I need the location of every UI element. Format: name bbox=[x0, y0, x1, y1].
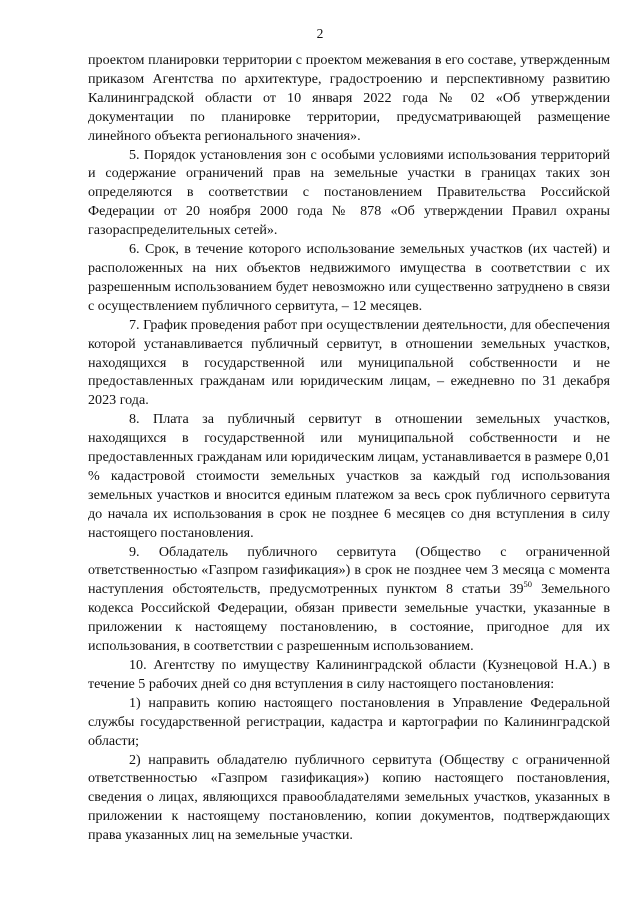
subitem-1: 1) направить копию настоящего постановления в Управление Федеральной службы государственной регистрации, кадастра и картографии по Калининградской области; bbox=[88, 694, 610, 749]
paragraph-9-superscript: 50 bbox=[523, 579, 533, 590]
paragraph-8: 8. Плата за публичный сервитут в отношении земельных участков, находящихся в государственной или муниципальной собственности и не предоставленных гражданам или юридическим лицам, устанавливается в размере 0,01 % кадастровой стоимости земельных участков за каждый год использования земельных участков и вносится единым платежом за весь срок публичного сервитута до начала их использования в срок не позднее 6 месяцев со дня вступления в силу настоящего постановления. bbox=[88, 411, 610, 541]
paragraph-7: 7. График проведения работ при осуществлении деятельности, для обеспечения которой устанавливается публичный сервитут, в отношении земельных участков, находящихся в государственной или муниципальной собственности и не предоставленных гражданам или юридическим лицам, – ежедневно по 31 декабря 2023 года. bbox=[88, 316, 610, 409]
paragraph-continuation: проектом планировки территории с проектом межевания в его составе, утвержденным приказом Агентства по архитектуре, градостроению и перспективному развитию Калининградской области от 10 января 2022 года № 02 «Об утверждении документации по планировке территории, предусматривающей размещение линейного объекта регионального значения». bbox=[88, 52, 610, 144]
paragraph-9 bbox=[88, 543, 610, 656]
subitem-2: 2) направить обладателю публичного сервитута (Обществу с ограниченной ответственностью «Газпром газификация») копию настоящего постановления, сведения о лицах, являющихся правообладателями земельных участков, указанных в приложении к настоящему постановлению, копии документов, подтверждающих права указанных лиц на земельные участки. bbox=[88, 751, 610, 844]
paragraph-5: 5. Порядок установления зон с особыми условиями использования территорий и содержание ограничений прав на земельные участки в границах таких зон определяются в соответствии с постановлением Правительства Российской Федерации от 20 ноября 2000 года № 878 «Об утверждении Правил охраны газораспределительных сетей». bbox=[88, 146, 610, 239]
paragraph-9-text-before: 9. Обладатель публичного сервитута (Общество с ограниченной ответственностью «Газпром газификация») в срок не позднее чем 3 месяца с момента наступления обстоятельств, предусмотренных пунктом 8 статьи 39 bbox=[88, 543, 610, 598]
page-number: 2 bbox=[316, 26, 324, 41]
paragraph-9-text-after: Земельного кодекса Российской Федерации, обязан привести земельные участки, указанные в приложении к настоящему постановлению, в состояние, пригодное для их использования, в соответствии с разрешенным использованием. bbox=[88, 581, 610, 655]
paragraph-10: 10. Агентству по имуществу Калининградской области (Кузнецовой Н.А.) в течение 5 рабочих дней со дня вступления в силу настоящего постановления: bbox=[88, 657, 610, 692]
paragraph-6: 6. Срок, в течение которого использование земельных участков (их частей) и расположенных на них объектов недвижимого имущества в соответствии с их разрешенным использованием будет невозможно или существенно затруднено в связи с осуществлением публичного сервитута, – 12 месяцев. bbox=[88, 241, 610, 314]
document-body bbox=[88, 51, 610, 845]
